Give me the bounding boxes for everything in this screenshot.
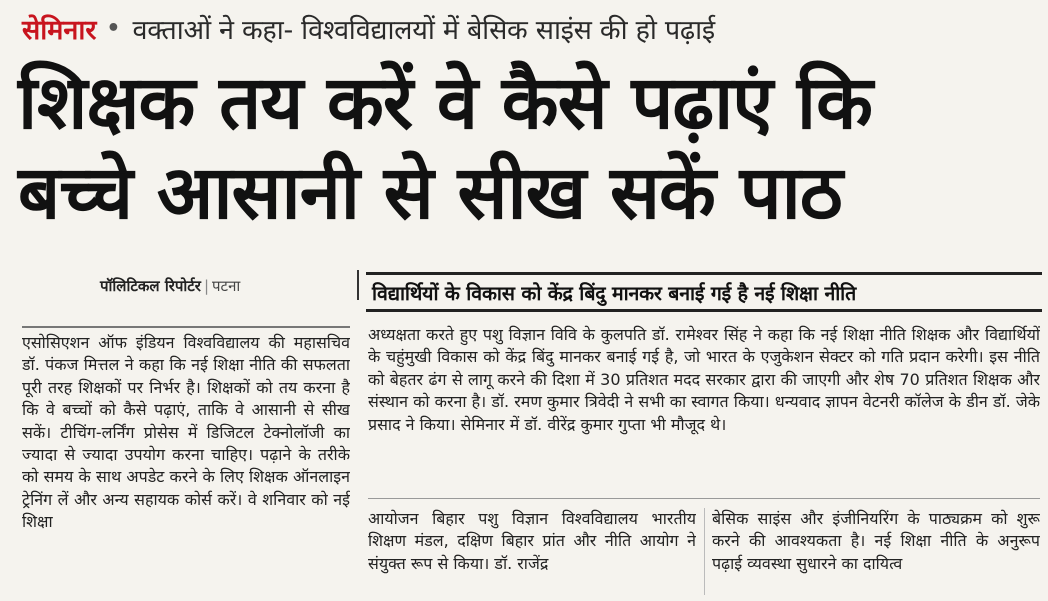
kicker-text: वक्ताओं ने कहा- विश्वविद्यालयों में बेसिक साइंस की हो पढ़ाई: [132, 14, 715, 46]
headline-line-1: शिक्षक तय करें वे कैसे पढ़ाएं कि: [18, 60, 872, 146]
article-column-right: बेसिक साइंस और इंजीनियरिंग के पाठ्यक्रम को शुरू करने की आवश्यकता है। नई शिक्षा नीति के अनुरूप पढ़ाई व्यवस्था सुधारने का दायित्व: [712, 509, 1040, 573]
column-gutter: [704, 508, 705, 595]
section-divider: [368, 498, 1040, 499]
headline: [18, 58, 1033, 238]
byline: [100, 276, 240, 296]
byline-city: पटना: [212, 277, 241, 295]
article-column-left: एसोसिएशन ऑफ इंडियन विश्वविद्यालय की महासचिव डॉ. पंकज मित्तल ने कहा कि नई शिक्षा नीति की सफलता पूरी तरह शिक्षकों पर निर्भर है। शिक्षकों को तय करना है कि वे बच्चों को कैसे पढ़ाएं, ताकि वे आसानी से सीख सकें। टीचिंग-लर्निंग प्रोसेस में डिजिटल टेक्नोलॉजी का ज्यादा से ज्यादा उपयोग करना चाहिए। पढ़ाने के तरीके को समय के साथ अपडेट करने के लिए शिक्षक ऑनलाइन ट्रेनिंग लें और अन्य सहायक कोर्स करें। वे शनिवार को नई शिक्षा: [22, 326, 350, 601]
column-divider: [357, 270, 359, 300]
article-column-top: अध्यक्षता करते हुए पशु विज्ञान विवि के कुलपति डॉ. रामेश्वर सिंह ने कहा कि नई शिक्षा नीति शिक्षक और विद्यार्थियों के चहुंमुखी विकास को केंद्र बिंदु मानकर बनाई गई है, जो भारत के एजुकेशन सेक्टर को गति प्रदान करेगी। इस नीति को बेहतर ढंग से लागू करने की दिशा में 30 प्रतिशत मदद सरकार द्वारा की जाएगी और शेष 70 प्रतिशत शिक्षक और संस्थान को करना है। डॉ. रमण कुमार त्रिवेदी ने सभी का स्वागत किया। धन्यवाद ज्ञापन वेटनरी कॉलेज के डीन डॉ. जेके प्रसाद ने किया। सेमिनार में डॉ. वीरेंद्र कुमार गुप्ता भी मौजूद थे।: [368, 325, 1040, 434]
article-column-middle: आयोजन बिहार पशु विज्ञान विश्वविद्यालय भारतीय शिक्षण मंडल, दक्षिण बिहार प्रांत और नीति आयोग ने संयुक्त रूप से किया। डॉ. राजेंद्र: [368, 509, 696, 573]
section-tag: सेमिनार: [22, 14, 97, 46]
headline-line-2: बच्चे आसानी से सीख सकें पाठ: [18, 150, 842, 236]
kicker-line: [22, 4, 1032, 52]
byline-reporter: पॉलिटिकल रिपोर्टर: [100, 277, 201, 295]
byline-separator: |: [203, 277, 210, 295]
subheadline: विद्यार्थियों के विकास को केंद्र बिंदु मानकर बनाई गई है नई शिक्षा नीति: [366, 272, 1042, 312]
bullet-dot: •: [106, 15, 121, 41]
